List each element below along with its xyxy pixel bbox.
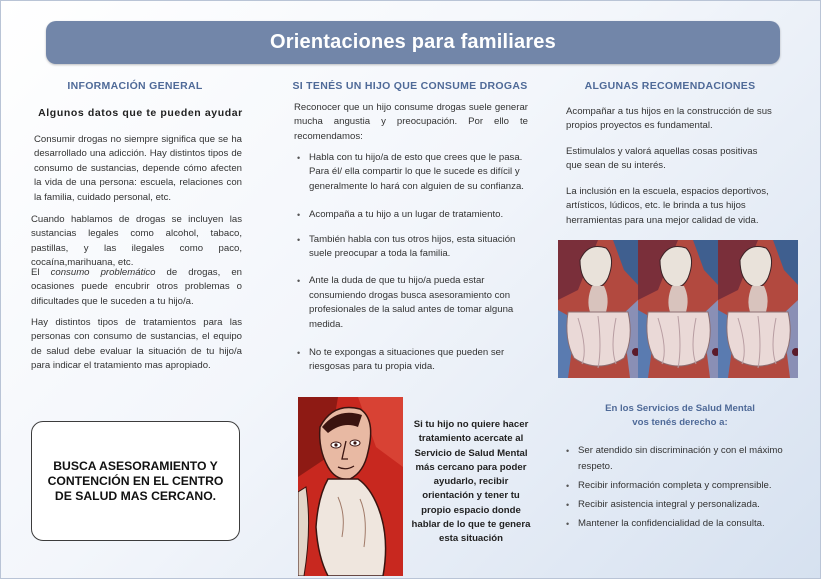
column-heading-child-drugs: SI TENÉS UN HIJO QUE CONSUME DROGAS (292, 80, 528, 92)
advice-callout-text: BUSCA ASESORAMIENTO Y CONTENCIÓN EN EL CENTRO DE SALUD MAS CERCANO. (47, 458, 224, 503)
list-item: • Ser atendido sin discriminación y con el máximo respeto. (566, 443, 788, 475)
list-item: • Mantener la confidencialidad de la consulta. (566, 516, 788, 532)
paragraph-accompany: Acompañar a tus hijos en la construcción de sus propios proyectos es fundamental. (566, 106, 772, 132)
figure-illustration (298, 397, 403, 576)
art-panel-svg (558, 240, 798, 378)
paragraph-stimulate: Estimulalos y valorá aquellas cosas positivas que sean de su interés. (566, 146, 758, 172)
art-panel (558, 240, 798, 378)
rights-list (566, 443, 788, 532)
list-item: • Habla con tu hijo/a de esto que crees que le pasa. Para él/ ella compartir lo que le sucede es difícil y generalmente lo hará con alguien de su confianza. (297, 151, 532, 194)
rights-heading: En los Servicios de Salud Mental vos tenés derecho a: (605, 403, 755, 429)
list-item: • Ante la duda de que tu hijo/a pueda estar consumiendo drogas busca asesoramiento con profesionales de la salud antes de tomar alguna medida. (297, 274, 532, 332)
list-item: • También habla con tus otros hijos, esta situación suele preocupar a toda la familia. (297, 233, 532, 262)
paragraph-problematic-consumption (31, 266, 242, 309)
column-heading-general-info: INFORMACIÓN GENERAL (67, 80, 203, 92)
column-heading-recommendations: ALGUNAS RECOMENDACIONES (584, 80, 756, 92)
paragraph-treatments: Hay distintos tipos de tratamientos para las personas con consumo de sustancias, el equipo de salud debe evaluar la situación de tu hijo/a para indicar el tratamiento mas apropiado. (31, 317, 242, 372)
list-item: • Recibir asistencia integral y personalizada. (566, 497, 788, 513)
list-item: • Acompaña a tu hijo a un lugar de tratamiento. (297, 208, 532, 222)
paragraph-substances: Cuando hablamos de drogas se incluyen las sustancias legales como alcohol, tabaco, pastillas, y las ilegales como paco, cocaína,marihuana, etc. (31, 214, 242, 269)
recommendation-list (297, 151, 532, 375)
treatment-note: Si tu hijo no quiere hacer tratamiento acercate al Servicio de Salud Mental más cercano para poder ayudarlo, recibir orientación y tener tu propio espacio donde hablar de lo que te genera esta situación (411, 419, 531, 545)
advice-callout-box (31, 421, 240, 541)
paragraph-intro-recommend: Reconocer que un hijo consume drogas suele generar mucha angustia y preocupación. Por ello te recomendamos: (294, 102, 528, 142)
subheading-data: Algunos datos que te pueden ayudar (38, 107, 243, 119)
paragraph-inclusion: La inclusión en la escuela, espacios deportivos, artísticos, lúdicos, etc. le brinda a tus hijos herramientas para una mejor calidad de vida. (566, 186, 769, 226)
paragraph-problematic-italic: consumo problemático (50, 267, 156, 278)
page-title: Orientaciones para familiares (46, 21, 780, 64)
figure-illustration-svg (298, 397, 403, 576)
paragraph-problematic-rest: de drogas, en ocasiones puede encubrir otros problemas o dificultades que le suceden a tu hijo/a. (31, 267, 242, 307)
paragraph-consumption: Consumir drogas no siempre significa que se ha desarrollado una adicción. Hay distintos tipos de consumo de sustancias, depende cómo afecten la vida de una persona: escuela, relaciones con la familia, cuidado personal, etc. (34, 134, 242, 203)
list-item: • Recibir información completa y comprensible. (566, 478, 788, 494)
list-item: • No te expongas a situaciones que pueden ser riesgosas para tu propia vida. (297, 346, 532, 375)
paragraph-problematic-prefix: El (31, 267, 51, 278)
